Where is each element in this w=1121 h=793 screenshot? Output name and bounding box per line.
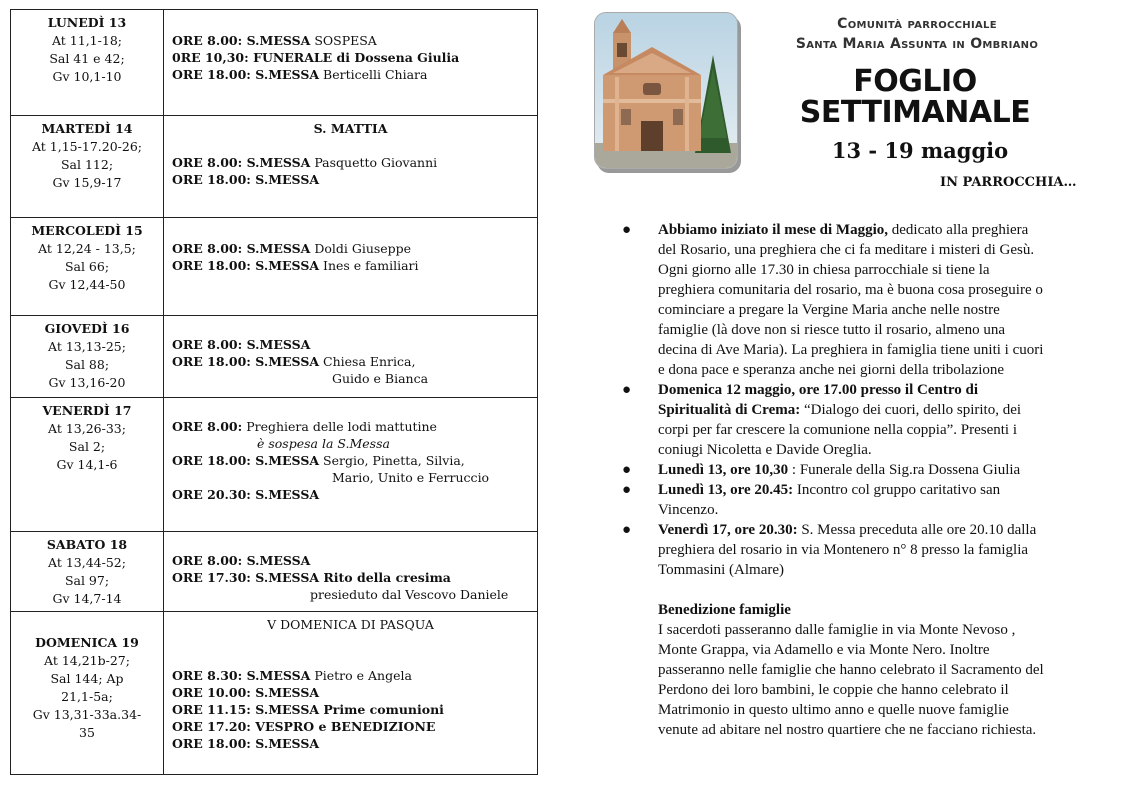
note-line: venute ad abitare nel nostro quartiere che ne facciano richiesta. <box>658 722 1037 738</box>
reading: Gv 14,7-14 <box>52 591 122 606</box>
mass-line: ORE 11.15: S.MESSA Prime comunioni <box>172 702 444 717</box>
reading: Gv 14,1-6 <box>56 457 118 472</box>
note-line: preghiera del rosario in via Montenero n° 8 presso la famiglia <box>658 542 1029 558</box>
mass-cell <box>164 218 538 316</box>
mass-line: ORE 8.30: S.MESSA Pietro e Angela <box>172 668 412 683</box>
day-cell <box>11 316 164 398</box>
mass-cell <box>164 532 538 612</box>
mass-cell <box>164 10 538 116</box>
mass-line: ORE 8.00: S.MESSA Doldi Giuseppe <box>172 241 412 256</box>
bullet: ● <box>622 222 632 238</box>
mass-line: ORE 18.00: S.MESSA <box>172 172 320 187</box>
reading: At 12,24 - 13,5; <box>38 241 136 256</box>
mass-line: ORE 18.00: S.MESSA Berticelli Chiara <box>172 67 428 82</box>
note-line: coniugi Nicoletta e Davide Oreglia. <box>658 442 872 458</box>
day-name: LUNEDÌ 13 <box>47 15 127 30</box>
reading: Gv 10,1-10 <box>52 69 122 84</box>
title-line: FOGLIO <box>853 64 977 99</box>
mass-line: ORE 18.00: S.MESSA Sergio, Pinetta, Silvia, <box>172 453 465 468</box>
mass-line: Guido e Bianca <box>332 371 429 386</box>
mass-line: presieduto dal Vescovo Daniele <box>310 587 509 602</box>
reading: At 1,15-17.20-26; <box>32 139 142 154</box>
note-line: decina di Ave Maria). La preghiera in famiglia tiene uniti i cuori <box>658 342 1044 358</box>
note-line: I sacerdoti passeranno dalle famiglie in via Monte Nevoso , <box>658 622 1016 638</box>
community-line: Comunità parrocchiale <box>837 16 997 32</box>
mass-cell <box>164 116 538 218</box>
day-cell <box>11 532 164 612</box>
reading: Sal 66; <box>64 259 110 274</box>
bullet: ● <box>622 462 632 478</box>
note-line: Monte Grappa, via Adamello e via Monte Nero. Inoltre <box>658 642 990 658</box>
note-line: Tommasini (Almare) <box>658 562 784 578</box>
note-line: Lunedì 13, ore 20.45: Incontro col gruppo caritativo san <box>658 482 1001 498</box>
parish-notes <box>620 220 1090 740</box>
reading: At 14,21b-27; <box>44 653 130 668</box>
reading: At 11,1-18; <box>52 33 122 48</box>
mass-line: è sospesa la S.Messa <box>257 436 390 451</box>
note-line: Vincenzo. <box>658 502 719 518</box>
mass-cell <box>164 612 538 775</box>
mass-cell <box>164 316 538 398</box>
bullet: ● <box>622 482 632 498</box>
note-line: del Rosario, una preghiera che ci fa meditare i misteri di Gesù. <box>658 242 1035 258</box>
reading: Sal 97; <box>64 573 110 588</box>
note-item <box>620 220 1090 380</box>
mass-line: ORE 18.00: S.MESSA <box>172 736 320 751</box>
mass-line: ORE 8.00: S.MESSA <box>172 337 311 352</box>
section-label: IN PARROCCHIA… <box>940 175 1077 190</box>
weekly-schedule-table <box>10 9 538 775</box>
mass-line: ORE 20.30: S.MESSA <box>172 487 320 502</box>
community-line: Santa Maria Assunta in Ombriano <box>795 36 1039 52</box>
note-item <box>620 480 1090 520</box>
day-cell <box>11 398 164 532</box>
mass-line: ORE 17.30: S.MESSA Rito della cresima <box>172 570 451 585</box>
note-item <box>620 460 1090 480</box>
title-line: SETTIMANALE <box>799 95 1031 130</box>
feast-title: S. MATTIA <box>313 121 388 136</box>
section-title: Benedizione famiglie <box>658 602 791 618</box>
day-cell <box>11 10 164 116</box>
church-illustration <box>595 13 737 168</box>
schedule-row-martedi <box>11 116 538 218</box>
schedule-row-domenica <box>11 612 538 775</box>
day-cell <box>11 218 164 316</box>
mass-line: ORE 8.00: S.MESSA <box>172 553 311 568</box>
day-name: VENERDÌ 17 <box>42 403 132 418</box>
note-line: Lunedì 13, ore 10,30 : Funerale della Sig.ra Dossena Giulia <box>658 462 1021 478</box>
reading: Sal 2; <box>68 439 106 454</box>
note-line: preghiera comunitaria del rosario, ma è buona cosa proseguire o <box>658 282 1043 298</box>
day-name: SABATO 18 <box>46 537 128 552</box>
day-name: MARTEDÌ 14 <box>41 121 133 136</box>
reading: Gv 13,31-33a.34- <box>32 707 142 722</box>
day-name: MERCOLEDÌ 15 <box>31 223 143 238</box>
bullet: ● <box>622 382 632 398</box>
note-line: corpi per far crescere la comunione nella coppia”. Presenti i <box>658 422 1017 438</box>
note-item <box>620 380 1090 460</box>
mass-line: ORE 18.00: S.MESSA Ines e familiari <box>172 258 419 273</box>
mass-line: Mario, Unito e Ferruccio <box>332 470 490 485</box>
reading: At 13,44-52; <box>48 555 126 570</box>
day-cell <box>11 116 164 218</box>
bullet: ● <box>622 522 632 538</box>
reading: Sal 144; Ap <box>50 671 124 686</box>
reading: 35 <box>79 725 95 740</box>
feast-title: V DOMENICA DI PASQUA <box>267 617 434 632</box>
date-range: 13 - 19 maggio <box>831 138 1009 163</box>
note-line: famiglie (là dove non si riesce tutto il rosario, almeno una <box>658 322 1005 338</box>
schedule-row-giovedi <box>11 316 538 398</box>
note-line: passeranno nelle famiglie che hanno celebrato il Sacramento del <box>658 662 1044 678</box>
schedule-row-sabato <box>11 532 538 612</box>
mass-cell <box>164 398 538 532</box>
page-title <box>760 66 1070 128</box>
reading: 21,1-5a; <box>61 689 113 704</box>
mass-line: ORE 8.00: S.MESSA SOSPESA <box>172 33 377 48</box>
community-name <box>757 14 1077 54</box>
church-photo <box>594 12 738 169</box>
mass-line: ORE 17.20: VESPRO e BENEDIZIONE <box>172 719 436 734</box>
schedule-row-mercoledi <box>11 218 538 316</box>
day-cell <box>11 612 164 775</box>
note-line: Spiritualità di Crema: “Dialogo dei cuori, dello spirito, dei <box>658 402 1022 418</box>
day-name: GIOVEDÌ 16 <box>44 321 130 336</box>
note-line: e dona pace e speranza anche nei giorni della tribolazione <box>658 362 1005 378</box>
mass-line: ORE 18.00: S.MESSA Chiesa Enrica, <box>172 354 416 369</box>
reading: Sal 112; <box>60 157 114 172</box>
note-item <box>620 520 1090 580</box>
reading: Sal 41 e 42; <box>49 51 125 66</box>
day-name: DOMENICA 19 <box>35 635 139 650</box>
note-line: Domenica 12 maggio, ore 17.00 presso il Centro di <box>658 382 978 398</box>
note-line: Venerdì 17, ore 20.30: S. Messa preceduta alle ore 20.10 dalla <box>658 522 1037 538</box>
note-line: cominciare a pregare la Vergine Maria anche nelle nostre <box>658 302 1000 318</box>
note-line: Ogni giorno alle 17.30 in chiesa parrocchiale si tiene la <box>658 262 990 278</box>
mass-line: ORE 8.00: S.MESSA Pasquetto Giovanni <box>172 155 438 170</box>
reading: At 13,13-25; <box>48 339 126 354</box>
mass-line: ORE 8.00: Preghiera delle lodi mattutine <box>172 419 437 434</box>
schedule-row-lunedi <box>11 10 538 116</box>
reading: At 13,26-33; <box>48 421 126 436</box>
reading: Gv 12,44-50 <box>48 277 126 292</box>
note-line: Abbiamo iniziato il mese di Maggio, dedicato alla preghiera <box>658 222 1029 238</box>
mass-line: 0RE 10,30: FUNERALE di Dossena Giulia <box>172 50 460 65</box>
note-line: Matrimonio in questo ultimo anno e quelle nuove famiglie <box>658 702 1009 718</box>
schedule-row-venerdi <box>11 398 538 532</box>
note-line: Perdono dei loro bambini, le coppie che hanno celebrato il <box>658 682 1009 698</box>
reading: Gv 15,9-17 <box>52 175 122 190</box>
mass-line: ORE 10.00: S.MESSA <box>172 685 320 700</box>
reading: Sal 88; <box>64 357 110 372</box>
reading: Gv 13,16-20 <box>48 375 126 390</box>
benedizione-section <box>620 600 1090 740</box>
